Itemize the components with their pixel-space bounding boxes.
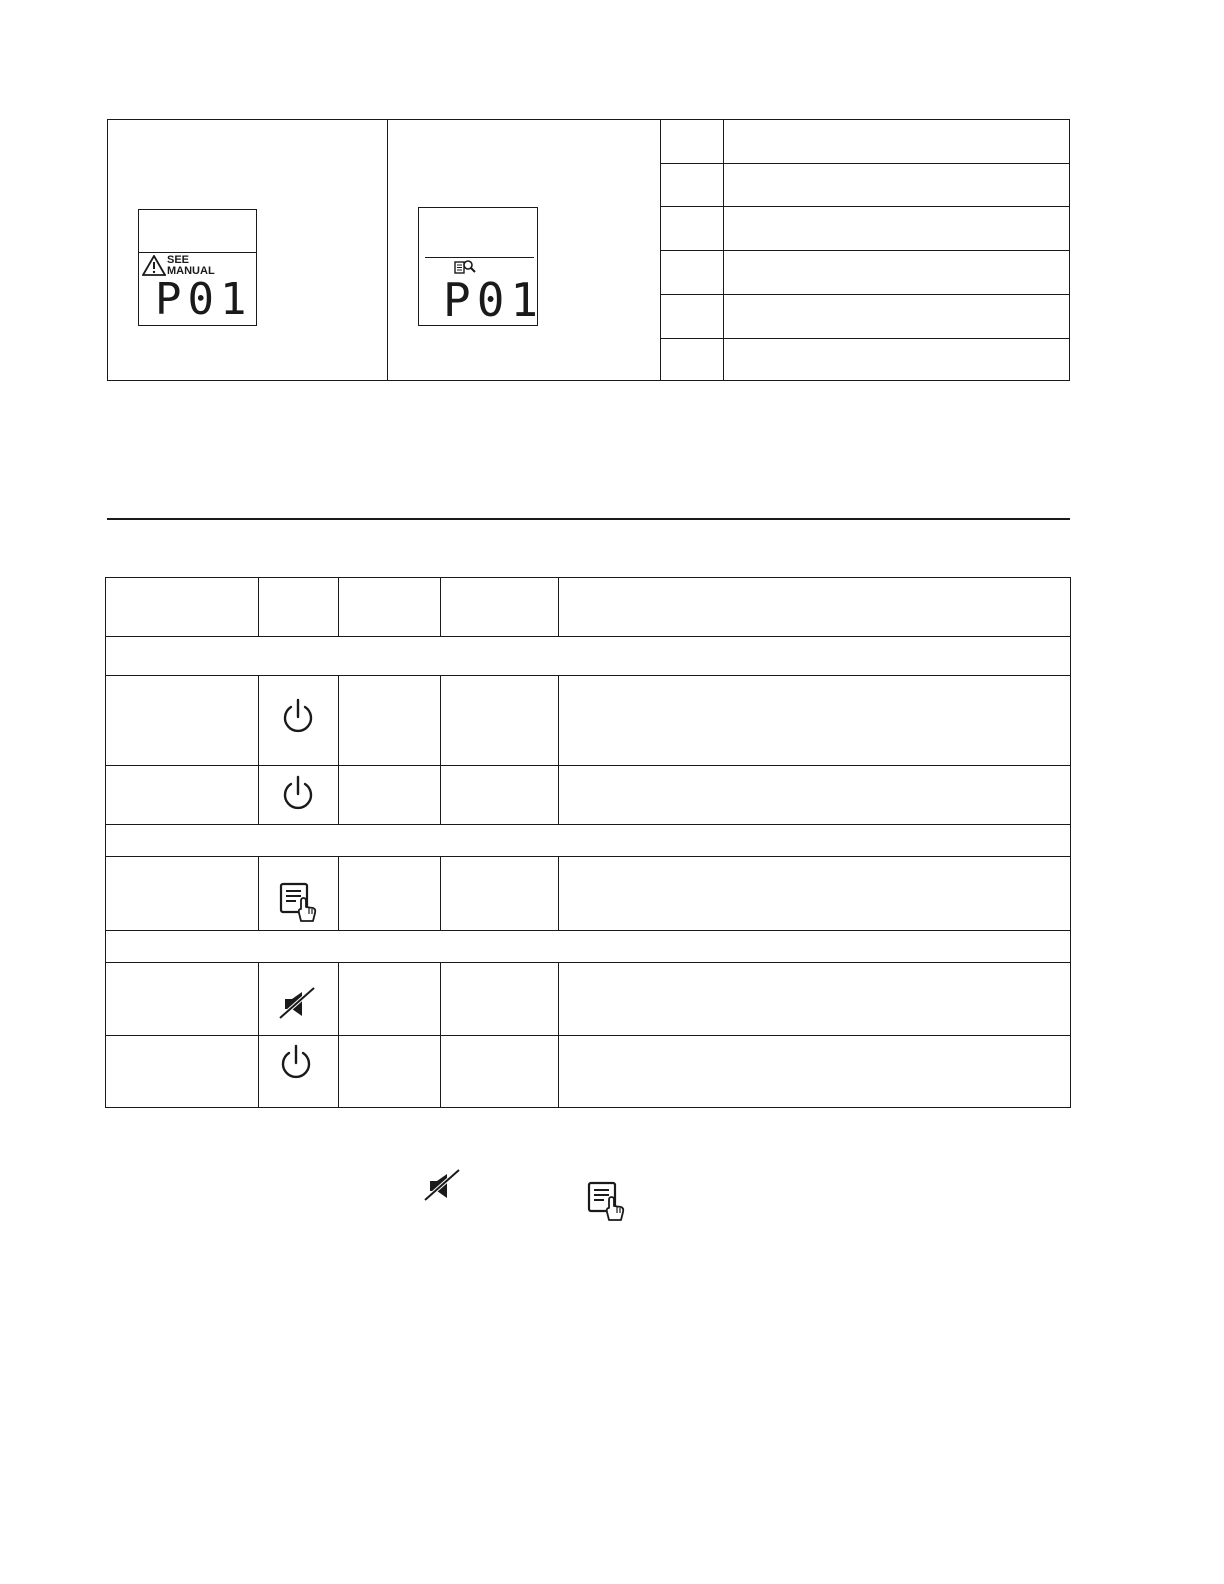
see-manual-line2: MANUAL <box>167 265 215 277</box>
lcd-display-right <box>418 207 545 327</box>
table-col-line <box>258 856 259 930</box>
table-col-line <box>558 675 559 824</box>
table-col-line <box>440 675 441 824</box>
table-col-line <box>558 577 559 636</box>
table-col-line <box>558 856 559 930</box>
power-icon <box>280 775 316 813</box>
mute-icon <box>278 984 318 1024</box>
section-divider <box>107 518 1070 520</box>
top-table-row-line <box>660 250 1070 251</box>
table-row-line <box>105 930 1071 931</box>
lcd-divider <box>425 257 534 258</box>
top-table-divider <box>387 119 388 381</box>
top-table-row-line <box>660 206 1070 207</box>
top-table-row-line <box>660 163 1070 164</box>
table-row-line <box>105 765 1071 766</box>
menu-touch-icon <box>279 881 319 923</box>
see-manual-line1: SEE <box>167 254 190 266</box>
bottom-table <box>105 577 1071 1108</box>
table-col-line <box>258 675 259 824</box>
table-col-line <box>338 675 339 824</box>
mute-icon <box>423 1166 463 1206</box>
table-row-line <box>105 636 1071 637</box>
table-col-line <box>338 856 339 930</box>
table-col-line <box>440 856 441 930</box>
power-icon <box>280 698 316 736</box>
table-col-line <box>338 962 339 1108</box>
table-col-line <box>258 962 259 1108</box>
table-col-line <box>440 962 441 1108</box>
top-table-row-line <box>660 294 1070 295</box>
table-row-line <box>105 962 1071 963</box>
table-col-line <box>338 577 339 636</box>
error-code: P01 <box>155 274 253 325</box>
top-table-row-line <box>660 338 1070 339</box>
lcd-divider <box>139 252 256 253</box>
table-row-line <box>105 1035 1071 1036</box>
power-icon <box>278 1044 314 1082</box>
menu-touch-icon <box>587 1180 627 1222</box>
table-col-line <box>440 577 441 636</box>
table-col-line <box>258 577 259 636</box>
table-col-line <box>558 962 559 1108</box>
table-row-line <box>105 856 1071 857</box>
table-row-line <box>105 824 1071 825</box>
table-row-line <box>105 675 1071 676</box>
error-code: P01 <box>443 273 545 327</box>
lcd-display-left <box>138 209 257 326</box>
